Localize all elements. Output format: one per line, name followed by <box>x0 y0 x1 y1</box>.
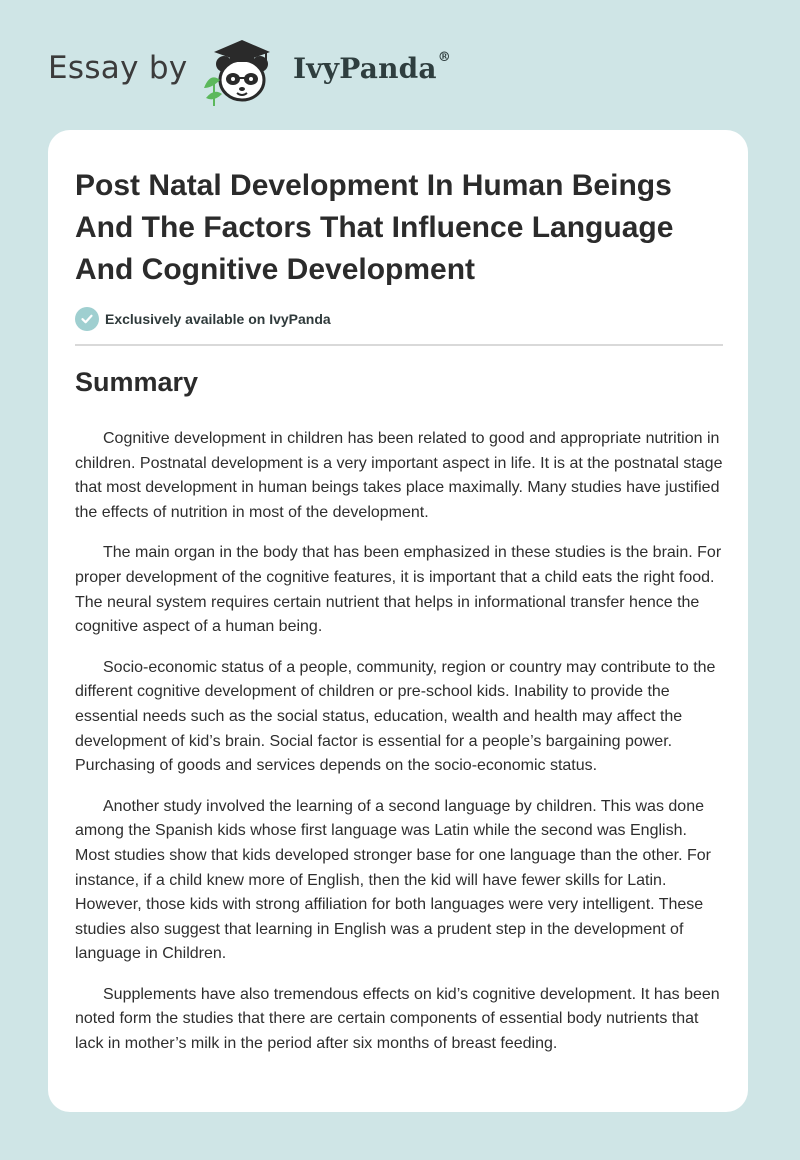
check-icon <box>75 307 99 331</box>
essay-by-label: Essay by <box>48 50 188 86</box>
essay-card <box>48 130 748 1112</box>
panda-logo-icon[interactable] <box>200 36 284 108</box>
registered-mark: ® <box>437 50 451 65</box>
paragraph: Socio-economic status of a people, community, region or country may contribute to the different cognitive development of children or pre-school kids. Inability to provide the essential needs such as the social status, education, wealth and health may affect the development of kid’s brain. Social factor is essential for a people’s bargaining power. Purchasing of goods and services depends on the socio-economic status. <box>75 658 716 775</box>
paragraph: The main organ in the body that has been emphasized in these studies is the brain. For proper development of the cognitive features, it is important that a child eats the right food. The neural system requires certain nutrient that helps in informational transfer hence the cognitive aspect of a human being. <box>75 544 722 636</box>
essay-title: Post Natal Development In Human Beings And The Factors That Influence Language And Cognitive Development <box>75 169 674 286</box>
exclusive-badge <box>75 307 331 331</box>
paragraph: Supplements have also tremendous effects on kid’s cognitive development. It has been noted form the studies that there are certain components of essential body nutrients that lack in mother’s milk in the period after six months of breast feeding. <box>75 985 720 1053</box>
section-heading-summary: Summary <box>75 367 199 397</box>
divider <box>75 344 723 346</box>
site-header <box>0 0 800 128</box>
ivypanda-brand-name[interactable]: IvyPanda® <box>293 50 451 85</box>
exclusive-text: Exclusively available on IvyPanda <box>105 311 331 327</box>
essay-body <box>75 427 725 1073</box>
paragraph: Another study involved the learning of a second language by children. This was done among the Spanish kids whose first language was Latin while the second was English. Most studies show that kids developed stronger base for one language than the other. For instance, if a child knew more of English, then the kid will have fewer skills for Latin. However, those kids with strong affiliation for both languages were very intelligent. These studies also suggest that learning in English was a prudent step in the development of language in Children. <box>75 797 711 963</box>
paragraph: Cognitive development in children has been related to good and appropriate nutrition in children. Postnatal development is a very important aspect in life. It is at the postnatal stage that most development in human beings takes place maximally. Many studies have justified the effects of nutrition in most of the development. <box>75 430 723 521</box>
